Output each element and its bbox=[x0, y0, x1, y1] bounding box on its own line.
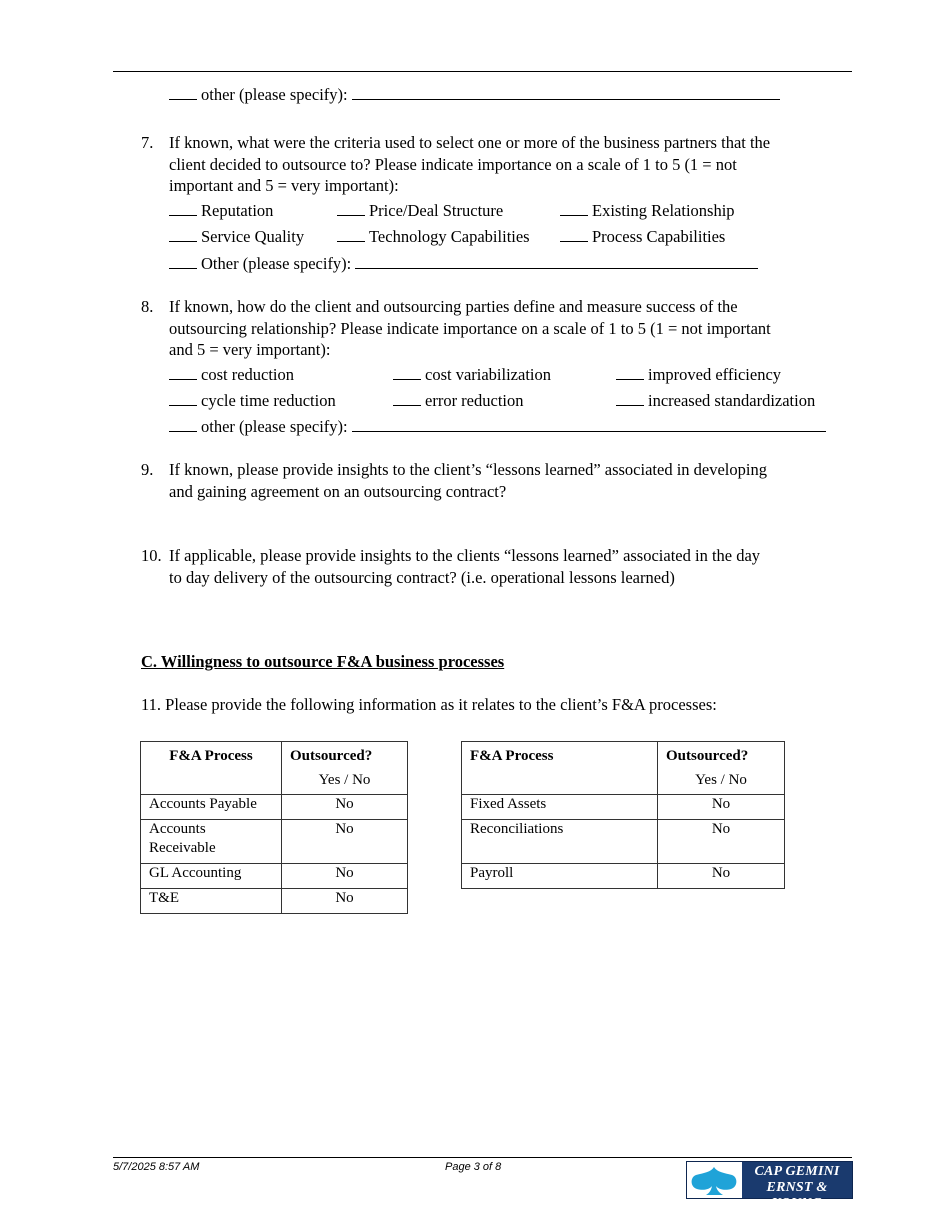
process-cell: Accounts Receivable bbox=[141, 820, 282, 864]
fa-process-table-right bbox=[461, 741, 785, 889]
rating-blank[interactable] bbox=[616, 365, 644, 380]
table-row bbox=[462, 820, 785, 864]
outsourced-cell[interactable]: No bbox=[658, 864, 785, 889]
process-cell: Payroll bbox=[462, 864, 658, 889]
q8-option-error-reduction: error reduction bbox=[393, 390, 524, 411]
table-row bbox=[141, 864, 408, 889]
rating-blank[interactable] bbox=[169, 365, 197, 380]
table-row bbox=[141, 820, 408, 864]
blank-line[interactable] bbox=[169, 85, 197, 100]
q7-other-item: Other (please specify): bbox=[169, 253, 758, 274]
q8-option-cycle-time: cycle time reduction bbox=[169, 390, 336, 411]
question-number: 7. bbox=[141, 133, 154, 152]
q8-option-cost-variabilization: cost variabilization bbox=[393, 364, 551, 385]
rating-blank[interactable] bbox=[560, 201, 588, 216]
question-8-text: If known, how do the client and outsourcing parties define and measure success of the outsourcing relationship? Please indicate importance on a scale of 1 to 5 (1 = not important and 5 = very important): bbox=[169, 297, 771, 359]
q8-option-standardization: increased standardization bbox=[616, 390, 815, 411]
process-cell: Accounts Payable bbox=[141, 795, 282, 820]
question-9-text: If known, please provide insights to the client’s “lessons learned” associated in developing and gaining agreement on an outsourcing contract? bbox=[169, 460, 767, 501]
rating-blank[interactable] bbox=[393, 365, 421, 380]
q7-option-reputation: Reputation bbox=[169, 200, 273, 221]
q7-option-service: Service Quality bbox=[169, 226, 304, 247]
question-number: 9. bbox=[141, 460, 154, 479]
footer-timestamp: 5/7/2025 8:57 AM bbox=[113, 1161, 200, 1173]
company-logo bbox=[686, 1161, 853, 1211]
rating-blank[interactable] bbox=[169, 227, 197, 242]
rating-blank[interactable] bbox=[616, 391, 644, 406]
outsourced-cell[interactable]: No bbox=[282, 889, 408, 914]
table-row bbox=[462, 864, 785, 889]
specify-field[interactable] bbox=[352, 85, 780, 100]
q8-other-item: other (please specify): bbox=[169, 416, 826, 437]
rating-blank[interactable] bbox=[169, 391, 197, 406]
table-header-row bbox=[141, 742, 408, 795]
q7-option-process: Process Capabilities bbox=[560, 226, 725, 247]
outsourced-cell[interactable]: No bbox=[658, 795, 785, 820]
q8-option-improved-efficiency: improved efficiency bbox=[616, 364, 781, 385]
footer-page-number: Page 3 of 8 bbox=[445, 1161, 502, 1173]
column-header-process: F&A Process bbox=[462, 742, 658, 795]
outsourced-cell[interactable]: No bbox=[282, 795, 408, 820]
column-header-process: F&A Process bbox=[141, 742, 282, 795]
table-row bbox=[462, 795, 785, 820]
spade-icon bbox=[687, 1162, 742, 1198]
question-7-text: If known, what were the criteria used to select one or more of the business partners that the client decided to outsource to? Please indicate importance on a scale of 1 to 5 (1 = not important and 5 = very important): bbox=[169, 133, 771, 195]
q7-option-price: Price/Deal Structure bbox=[337, 200, 503, 221]
rating-blank[interactable] bbox=[560, 227, 588, 242]
column-header-outsourced: Outsourced? Yes / No bbox=[658, 742, 785, 795]
table-row bbox=[141, 795, 408, 820]
rating-blank[interactable] bbox=[337, 201, 365, 216]
question-number: 10. bbox=[141, 546, 162, 565]
q7-option-existing: Existing Relationship bbox=[560, 200, 735, 221]
question-11-text: 11. Please provide the following information as it relates to the client’s F&A processes: bbox=[141, 695, 717, 714]
section-c-heading: C. Willingness to outsource F&A business processes bbox=[141, 652, 505, 671]
specify-field[interactable] bbox=[352, 417, 826, 432]
specify-field[interactable] bbox=[355, 254, 758, 269]
outsourced-cell[interactable]: No bbox=[282, 820, 408, 864]
other-specify-item: other (please specify): bbox=[169, 84, 780, 105]
process-cell: GL Accounting bbox=[141, 864, 282, 889]
q7-option-technology: Technology Capabilities bbox=[337, 226, 530, 247]
column-header-outsourced: Outsourced? Yes / No bbox=[282, 742, 408, 795]
footer-rule bbox=[113, 1157, 852, 1158]
rating-blank[interactable] bbox=[393, 391, 421, 406]
header-rule bbox=[113, 71, 852, 72]
table-row bbox=[141, 889, 408, 914]
process-cell: Fixed Assets bbox=[462, 795, 658, 820]
question-number: 8. bbox=[141, 297, 154, 316]
outsourced-cell[interactable]: No bbox=[658, 820, 785, 864]
q8-option-cost-reduction: cost reduction bbox=[169, 364, 294, 385]
process-cell: Reconciliations bbox=[462, 820, 658, 864]
question-10-text: If applicable, please provide insights to the clients “lessons learned” associated in the day to day delivery of the outsourcing contract? (i.e. operational lessons learned) bbox=[169, 546, 761, 587]
rating-blank[interactable] bbox=[169, 201, 197, 216]
fa-process-table-left bbox=[140, 741, 408, 914]
table-header-row bbox=[462, 742, 785, 795]
rating-blank[interactable] bbox=[337, 227, 365, 242]
rating-blank[interactable] bbox=[169, 417, 197, 432]
rating-blank[interactable] bbox=[169, 254, 197, 269]
process-cell: T&E bbox=[141, 889, 282, 914]
outsourced-cell[interactable]: No bbox=[282, 864, 408, 889]
logo-wordmark: CAP GEMINI ERNST & YOUNG bbox=[754, 1164, 840, 1211]
